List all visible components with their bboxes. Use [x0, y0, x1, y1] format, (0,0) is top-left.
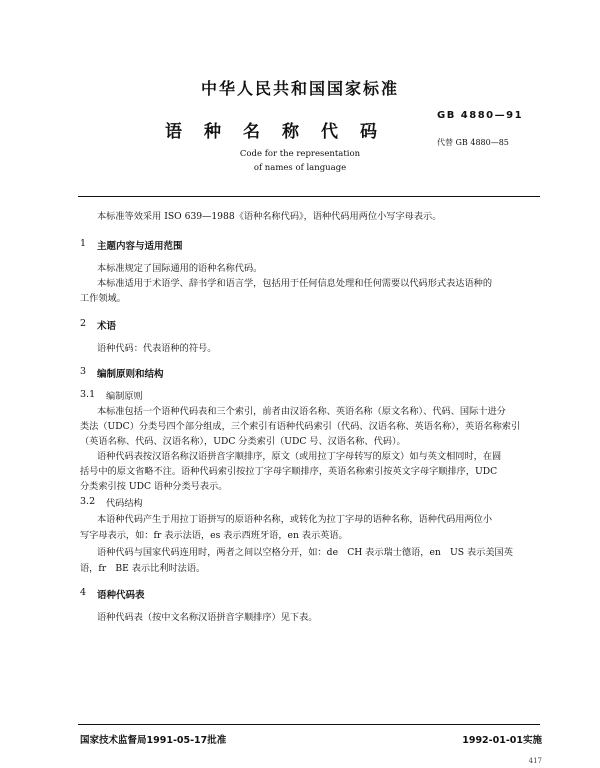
- replaces-note: 代替 GB 4880—85: [437, 138, 509, 147]
- subsection-3-2-number: 3.2: [80, 496, 96, 507]
- section-2-paragraph: 语种代码：代表语种的符号。: [97, 343, 217, 354]
- section-3-number: 3: [80, 366, 87, 377]
- subsection-3-2-line: 语种代码与国家代码连用时，两者之间以空格分开，如：de CH 表示瑞士德语，en US 表示美国英: [97, 547, 513, 558]
- national-standard-heading: 中华人民共和国国家标准: [200, 79, 399, 98]
- footer-divider: [78, 724, 540, 725]
- header-divider: [78, 196, 540, 197]
- section-4-heading: 语种代码表: [97, 590, 145, 601]
- gb-number: GB 4880—91: [437, 110, 524, 121]
- section-1-heading: 主题内容与适用范围: [97, 241, 183, 252]
- section-2-heading: 术语: [97, 321, 117, 332]
- section-1-paragraph-2-line-1: 本标准适用于术语学、辞书学和语言学，包括用于任何信息处理和任何需要以代码形式表达语种的: [97, 278, 493, 289]
- subsection-3-1-line: 分类索引按 UDC 语种分类号表示。: [80, 481, 228, 492]
- section-3-heading: 编制原则和结构: [97, 369, 164, 380]
- subsection-3-2-heading: 代码结构: [106, 498, 143, 509]
- english-title-line2: of names of language: [253, 163, 347, 173]
- subsection-3-1-line: 语种代码表按汉语名称汉语拼音字顺排序，原文（或用拉丁字母转写的原文）如与英文相同时，在圆: [97, 451, 502, 462]
- subsection-3-2-line: 写字母表示，如：fr 表示法语，es 表示西班牙语，en 表示英语。: [80, 530, 348, 541]
- subsection-3-2-line: 本语种代码产生于用拉丁语拼写的原语种名称，或转化为拉丁字母的语种名称，语种代码用两位小: [97, 514, 493, 525]
- section-2-number: 2: [80, 318, 87, 329]
- subsection-3-1-number: 3.1: [80, 389, 96, 400]
- subsection-3-2-line: 语，fr BE 表示比利时法语。: [80, 563, 206, 574]
- implementation-date: 1992-01-01实施: [462, 735, 542, 746]
- section-1-paragraph-1: 本标准规定了国际通用的语种名称代码。: [97, 263, 263, 274]
- subsection-3-1-line: 本标准包括一个语种代码表和三个索引，前者由汉语名称、英语名称（原文名称）、代码、国际十进分: [97, 406, 506, 417]
- section-4-paragraph: 语种代码表（按中文名称汉语拼音字顺排序）见下表。: [97, 612, 318, 623]
- subsection-3-1-line: 类法（UDC）分类号四个部分组成，三个索引有语种代码索引（代码、汉语名称、英语名称），英语名称索引: [80, 421, 521, 432]
- section-1-paragraph-2-line-2: 工作领域。: [80, 293, 126, 304]
- intro-paragraph: 本标准等效采用 ISO 639—1988《语种名称代码》，语种代码用两位小写字母表示。: [97, 211, 442, 222]
- section-4-number: 4: [80, 587, 87, 598]
- section-1-number: 1: [80, 238, 87, 249]
- english-title-line1: Code for the representation: [239, 149, 361, 159]
- subsection-3-1-heading: 编制原则: [106, 391, 143, 402]
- subsection-3-1-line: （英语名称、代码、汉语名称），UDC 分类索引（UDC 号、汉语名称、代码）。: [80, 436, 406, 447]
- page-number: 417: [528, 757, 542, 765]
- subsection-3-1-line: 括号中的原文省略不注。语种代码索引按拉丁字母字顺排序，英语名称索引按英文字母字顺排序，UDC: [80, 466, 498, 477]
- approval-date: 国家技术监督局1991-05-17批准: [80, 735, 227, 746]
- document-title: 语种名称代码: [165, 122, 399, 142]
